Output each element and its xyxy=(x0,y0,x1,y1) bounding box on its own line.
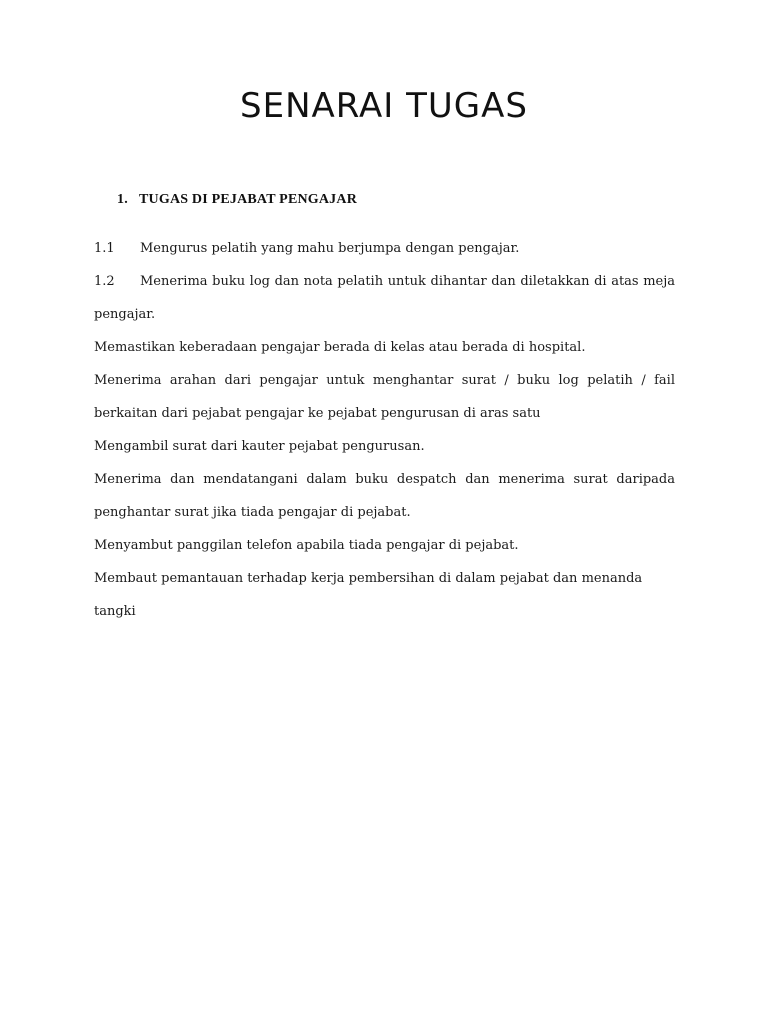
item-text: Menerima dan mendatangani dalam buku despatch dan menerima surat daripada penghantar surat jika tiada pengajar di pejabat. xyxy=(94,472,675,520)
list-item xyxy=(94,265,675,331)
item-text: Mengurus pelatih yang mahu berjumpa dengan pengajar. xyxy=(140,241,520,256)
list-item xyxy=(94,232,675,265)
list-item xyxy=(94,331,675,364)
item-text: Menerima buku log dan nota pelatih untuk dihantar dan diletakkan di atas meja pengajar. xyxy=(94,274,675,322)
item-text: Menyambut panggilan telefon apabila tiada pengajar di pejabat. xyxy=(94,538,519,553)
list-item xyxy=(94,463,675,529)
item-text: Membaut pemantauan terhadap kerja pembersihan di dalam pejabat dan menanda tangki xyxy=(94,571,643,619)
list-item xyxy=(94,562,675,628)
list-item xyxy=(94,529,675,562)
section-heading-text: TUGAS DI PEJABAT PENGAJAR xyxy=(139,192,358,207)
item-number: 1.1 xyxy=(94,241,115,256)
section-number: 1. xyxy=(117,192,128,207)
list-item xyxy=(94,430,675,463)
item-text: Memastikan keberadaan pengajar berada di kelas atau berada di hospital. xyxy=(94,340,586,355)
item-text: Menerima arahan dari pengajar untuk menghantar surat / buku log pelatih / fail berkaitan dari pejabat pengajar ke pejabat pengurusan di aras satu xyxy=(94,373,675,421)
item-number: 1.2 xyxy=(94,274,115,289)
section-heading xyxy=(117,192,357,208)
duty-list xyxy=(94,232,675,628)
list-item xyxy=(94,364,675,430)
document-title: SENARAI TUGAS xyxy=(240,86,528,126)
item-text: Mengambil surat dari kauter pejabat pengurusan. xyxy=(94,439,425,454)
